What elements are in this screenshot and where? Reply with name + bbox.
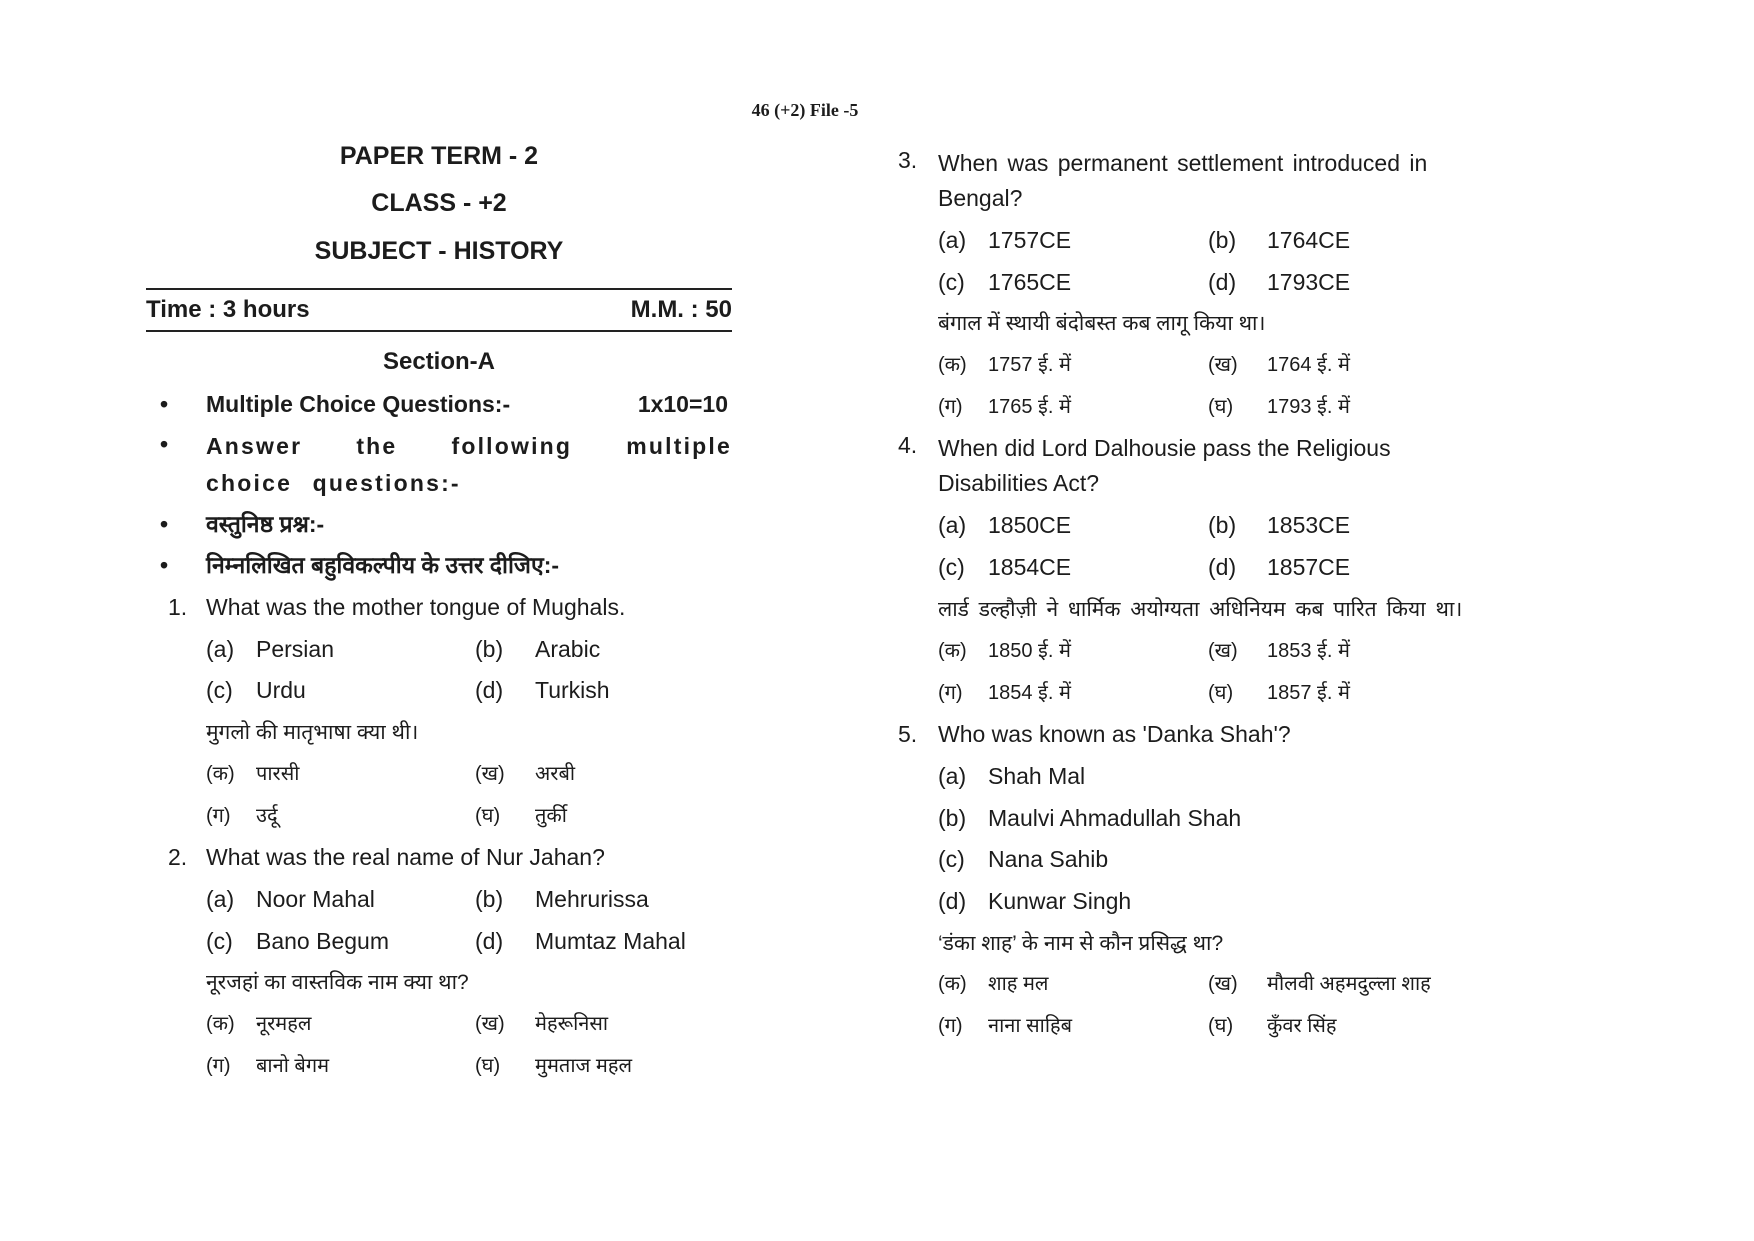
option-text: अरबी: [535, 762, 576, 785]
hindi-options-row: [898, 631, 1466, 673]
option-label: (c): [938, 554, 965, 581]
hindi-options-row: [898, 964, 1466, 1006]
question-4-hindi: लार्ड डल्हौज़ी ने धार्मिक अयोग्यता अधिनियम कब पारित किया था।: [938, 597, 1463, 621]
option-label: (a): [938, 512, 967, 539]
option-a: [938, 505, 1208, 547]
option-label: (ग): [206, 1054, 231, 1077]
page-header: 46 (+2) File -5: [751, 100, 859, 120]
hindi-option-ka: [938, 964, 1208, 1006]
option-label: (b): [938, 804, 967, 831]
class-title: CLASS - +2: [371, 189, 507, 217]
instruction-hindi-mcq: [146, 504, 732, 546]
option-d: [1208, 262, 1350, 304]
option-label: (c): [206, 677, 233, 704]
time-marks-row: [146, 296, 732, 324]
hindi-option-ga: [206, 796, 475, 838]
max-marks: M.M. : 50: [630, 296, 732, 323]
right-column: [898, 143, 1466, 1048]
time-allowed: Time : 3 hours: [146, 296, 310, 323]
hindi-options-row: [898, 673, 1466, 715]
option-c: [938, 547, 1208, 589]
option-label: (c): [938, 268, 965, 295]
option-label: (a): [206, 885, 235, 912]
hindi-options-row: [146, 754, 732, 796]
option-label: (घ): [475, 1054, 501, 1077]
option-label: (ग): [938, 395, 963, 418]
option-c: [206, 670, 475, 712]
option-text: What was the mother tongue of Mughals.: [206, 594, 626, 621]
option-label: (ग): [206, 804, 231, 827]
option-text: वस्तुनिष्ठ प्रश्न:-: [206, 510, 325, 537]
option-label: (a): [206, 635, 235, 662]
option-d: [898, 881, 1466, 923]
option-text: मेहरूनिसा: [535, 1012, 609, 1035]
hindi-option-ka: [938, 631, 1208, 673]
option-label: (d): [1208, 554, 1237, 581]
option-text: बानो बेगम: [256, 1054, 330, 1077]
option-text: 1850CE: [988, 512, 1072, 539]
option-text: Turkish: [535, 677, 610, 704]
option-text: निम्नलिखित बहुविकल्पीय के उत्तर दीजिए:-: [206, 552, 560, 579]
divider-top: [146, 288, 732, 290]
bullet-icon: •: [160, 510, 169, 537]
hindi-option-kha: [475, 754, 575, 796]
question-5: [898, 714, 1466, 756]
option-text: Bano Begum: [256, 927, 389, 954]
option-label: (क): [938, 354, 967, 377]
option-label: (d): [475, 677, 504, 704]
option-b: [1208, 505, 1350, 547]
option-text: 1764CE: [1267, 227, 1351, 253]
question-5-hindi: ‘डंका शाह’ के नाम से कौन प्रसिद्ध था?: [938, 931, 1224, 955]
hindi-option-kha: [1208, 631, 1350, 673]
option-text: Who was known as 'Danka Shah'?: [938, 721, 1291, 748]
mcq-marks: 1x10=10: [637, 391, 728, 417]
option-text: Maulvi Ahmadullah Shah: [988, 804, 1242, 831]
hindi-option-kha: [475, 1004, 608, 1046]
option-c: [938, 262, 1208, 304]
option-text: 1793CE: [1267, 268, 1351, 295]
option-text: Urdu: [256, 677, 306, 704]
option-text: Mehrurissa: [535, 885, 649, 912]
hindi-options-row: [146, 796, 732, 838]
option-label: (b): [475, 635, 504, 662]
option-text: Arabic: [535, 635, 601, 662]
option-text: 1764 ई. में: [1267, 354, 1350, 377]
hindi-options-row: [898, 387, 1466, 429]
hindi-option-gha: [1208, 673, 1350, 715]
options-row: [146, 629, 732, 671]
option-label: (घ): [1208, 1015, 1234, 1037]
option-label: (b): [475, 885, 504, 912]
option-label: (a): [938, 227, 967, 253]
option-label: (d): [1208, 268, 1237, 295]
hindi-option-gha: [475, 1046, 632, 1088]
hindi-option-ka: [938, 345, 1208, 387]
option-label: (a): [938, 762, 967, 789]
option-label: (घ): [1208, 681, 1234, 704]
option-label: (घ): [1208, 395, 1234, 418]
option-text: 2.: [168, 844, 188, 871]
hindi-option-gha: [475, 796, 567, 838]
option-text: 1854CE: [988, 554, 1072, 581]
option-a: [206, 629, 475, 671]
option-label: (ग): [938, 1015, 963, 1037]
option-text: When did Lord Dalhousie pass the Religious Disabilities Act?: [938, 435, 1391, 497]
hindi-options-row: [898, 1006, 1466, 1048]
option-text: नूरमहल: [256, 1012, 312, 1035]
option-d: [475, 670, 610, 712]
hindi-option-ka: [206, 1004, 475, 1046]
option-text: 1765CE: [988, 268, 1072, 295]
option-c: [206, 921, 475, 963]
option-d: [1208, 547, 1350, 589]
option-text: Nana Sahib: [988, 846, 1109, 873]
option-text: शाह मल: [988, 973, 1049, 996]
option-label: (क): [206, 762, 235, 785]
hindi-option-ga: [938, 387, 1208, 429]
option-text: 1853CE: [1267, 512, 1351, 539]
option-label: (d): [938, 887, 967, 914]
question-4: [898, 428, 1466, 505]
option-label: (c): [206, 927, 233, 954]
option-label: (b): [1208, 227, 1237, 253]
option-a: [898, 756, 1466, 798]
option-text: 1857CE: [1267, 554, 1351, 581]
option-b: [1208, 220, 1350, 262]
hindi-option-gha: [1208, 1006, 1337, 1048]
option-b: [898, 798, 1466, 840]
option-label: (c): [938, 846, 965, 873]
hindi-options-row: [146, 1004, 732, 1046]
bullet-icon: •: [160, 430, 171, 457]
options-row: [898, 220, 1466, 262]
option-label: (ख): [475, 1012, 505, 1035]
option-label: (ग): [938, 681, 963, 704]
option-label: (घ): [475, 804, 501, 827]
option-text: 1757CE: [988, 227, 1072, 253]
option-text: नाना साहिब: [988, 1015, 1073, 1037]
question-3: [898, 143, 1466, 220]
option-label: (क): [938, 973, 967, 996]
option-label: (क): [206, 1012, 235, 1035]
option-a: [206, 879, 475, 921]
hindi-option-kha: [1208, 345, 1350, 387]
option-text: 1757 ई. में: [988, 354, 1071, 377]
options-row: [898, 505, 1466, 547]
hindi-option-ga: [938, 673, 1208, 715]
option-text: Mumtaz Mahal: [535, 927, 686, 954]
hindi-option-gha: [1208, 387, 1350, 429]
instructions-and-questions: [146, 384, 732, 1087]
option-text: पारसी: [256, 762, 300, 785]
option-label: (d): [475, 927, 504, 954]
hindi-option-ga: [206, 1046, 475, 1088]
subject-title: SUBJECT - HISTORY: [314, 237, 564, 265]
option-text: 1850 ई. में: [988, 639, 1071, 662]
option-text: मुमताज महल: [535, 1054, 633, 1077]
hindi-options-row: [898, 345, 1466, 387]
hindi-options-row: [146, 1046, 732, 1088]
question-1-hindi: मुगलो की मातृभाषा क्या थी।: [206, 721, 419, 745]
option-d: [475, 921, 686, 963]
option-text: 5.: [898, 721, 918, 748]
option-text: मौलवी अहमदुल्ला शाह: [1267, 973, 1431, 996]
option-text: Shah Mal: [988, 762, 1086, 789]
option-b: [475, 629, 600, 671]
option-text: Kunwar Singh: [988, 887, 1132, 914]
option-text: 1765 ई. में: [988, 395, 1071, 418]
question-3-hindi: बंगाल में स्थायी बंदोबस्त कब लागू किया था।: [938, 312, 1266, 336]
options-row: [146, 670, 732, 712]
divider-bottom: [146, 330, 732, 332]
bullet-icon: •: [160, 391, 169, 417]
paper-title: PAPER TERM - 2: [339, 142, 539, 170]
option-label: (ख): [475, 762, 505, 785]
option-label: (ख): [1208, 354, 1238, 377]
option-text: 1853 ई. में: [1267, 639, 1350, 662]
option-text: Noor Mahal: [256, 885, 375, 912]
option-text: तुर्की: [535, 804, 567, 827]
question-2: [146, 837, 732, 879]
option-text: What was the real name of Nur Jahan?: [206, 844, 605, 871]
options-row: [898, 262, 1466, 304]
option-text: 1.: [168, 594, 188, 621]
question-1: [146, 587, 732, 629]
option-text: कुँवर सिंह: [1267, 1015, 1337, 1037]
option-text: 4.: [898, 432, 918, 459]
instruction-mcq: [146, 384, 732, 426]
instruction-hindi-answer: [146, 545, 732, 587]
option-label: (ख): [1208, 639, 1238, 662]
bullet-icon: •: [160, 552, 169, 579]
option-text: Persian: [256, 635, 334, 662]
options-row: [898, 547, 1466, 589]
options-row: [146, 921, 732, 963]
option-text: उर्दू: [256, 804, 278, 827]
option-text: Multiple Choice Questions:-: [206, 391, 511, 417]
question-2-hindi: नूरजहां का वास्तविक नाम क्या था?: [206, 971, 469, 995]
hindi-option-kha: [1208, 964, 1431, 1006]
hindi-option-ka: [206, 754, 475, 796]
instruction-answer: [146, 426, 732, 504]
hindi-option-ga: [938, 1006, 1208, 1048]
option-b: [475, 879, 649, 921]
option-label: (ख): [1208, 973, 1238, 996]
option-text: 1793 ई. में: [1267, 395, 1350, 418]
option-text: 1857 ई. में: [1267, 681, 1350, 704]
option-text: 3.: [898, 147, 918, 173]
option-label: (क): [938, 639, 967, 662]
options-row: [146, 879, 732, 921]
option-c: [898, 839, 1466, 881]
section-heading: Section-A: [382, 348, 495, 375]
option-text: 1854 ई. में: [988, 681, 1071, 704]
option-label: (b): [1208, 512, 1237, 539]
option-text: Answer the following multiple choice questions:-: [206, 432, 732, 496]
option-a: [938, 220, 1208, 262]
option-text: When was permanent settlement introduced in Bengal?: [938, 150, 1428, 211]
